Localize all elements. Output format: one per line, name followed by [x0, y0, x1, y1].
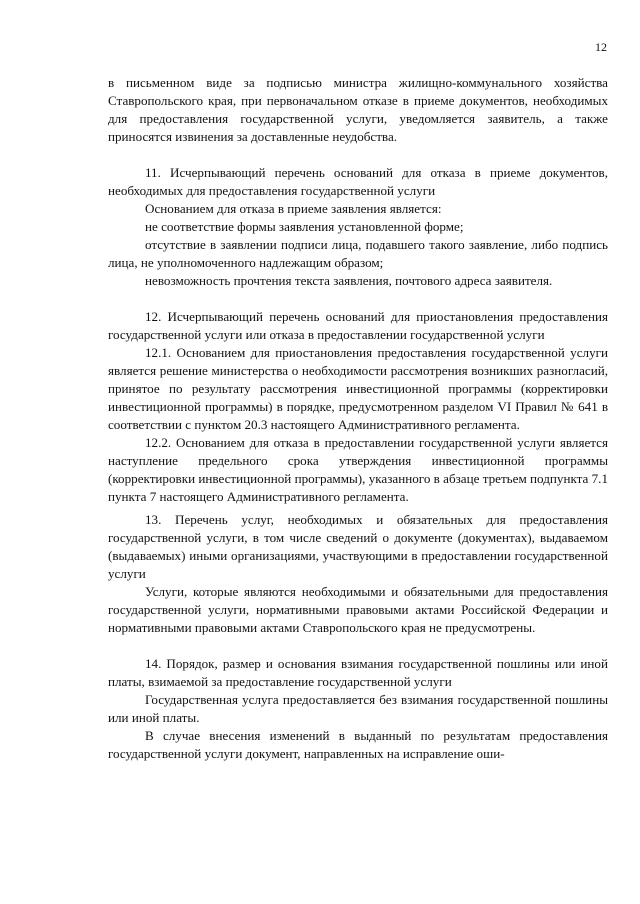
section-heading-12: 12. Исчерпывающий перечень оснований для приостановления предоставления государственной услуги или отказа в предоставлении государственной услуги [108, 309, 608, 342]
list-item: не соответствие формы заявления установленной форме; [145, 219, 464, 234]
paragraph: Основанием для отказа в приеме заявления является: [145, 201, 442, 216]
document-body [108, 74, 608, 763]
section-heading-11: 11. Исчерпывающий перечень оснований для отказа в приеме документов, необходимых для предоставления государственной услуги [108, 165, 608, 198]
paragraph: 12.2. Основанием для отказа в предоставлении государственной услуги является наступление предельного срока утверждения инвестиционной программы (корректировки инвестиционной программы), указанного в абзаце третьем подпункта 7.1 пункта 7 настоящего Административного регламента. [108, 435, 608, 504]
paragraph: Государственная услуга предоставляется без взимания государственной пошлины или иной платы. [108, 692, 608, 725]
section-heading-14: 14. Порядок, размер и основания взимания государственной пошлины или иной платы, взимаемой за предоставление государственной услуги [108, 656, 608, 689]
page-number: 12 [595, 40, 607, 54]
paragraph: В случае внесения изменений в выданный по результатам предоставления государственной услуги документ, направленных на исправление оши- [108, 728, 608, 761]
list-item: невозможность прочтения текста заявления, почтового адреса заявителя. [145, 273, 553, 288]
paragraph: Услуги, которые являются необходимыми и обязательными для предоставления государственной услуги, нормативными правовыми актами Российской Федерации и нормативными правовыми актами Ставропольского края не предусмотрены. [108, 584, 608, 635]
list-item: отсутствие в заявлении подписи лица, подавшего такого заявление, либо подпись лица, не уполномоченного надлежащим образом; [108, 237, 608, 270]
paragraph: в письменном виде за подписью министра жилищно-коммунального хозяйства Ставропольского края, при первоначальном отказе в приеме документов, необходимых для предоставления государственной услуги, уведомляется заявитель, а также приносятся извинения за доставленные неудобства. [108, 75, 608, 144]
paragraph: 12.1. Основанием для приостановления предоставления государственной услуги является решение министерства о необходимости рассмотрения возникших разногласий, принятое по результату рассмотрения инвестиционной программы (корректировки инвестиционной программы) в порядке, предусмотренном разделом VI Правил № 641 в соответствии с пунктом 20.3 настоящего Административного регламента. [108, 345, 608, 432]
section-heading-13: 13. Перечень услуг, необходимых и обязательных для предоставления государственной услуги, в том числе сведений о документе (документах), выдаваемом (выдаваемых) иными организациями, участвующими в предоставлении государственной услуги [108, 512, 608, 581]
